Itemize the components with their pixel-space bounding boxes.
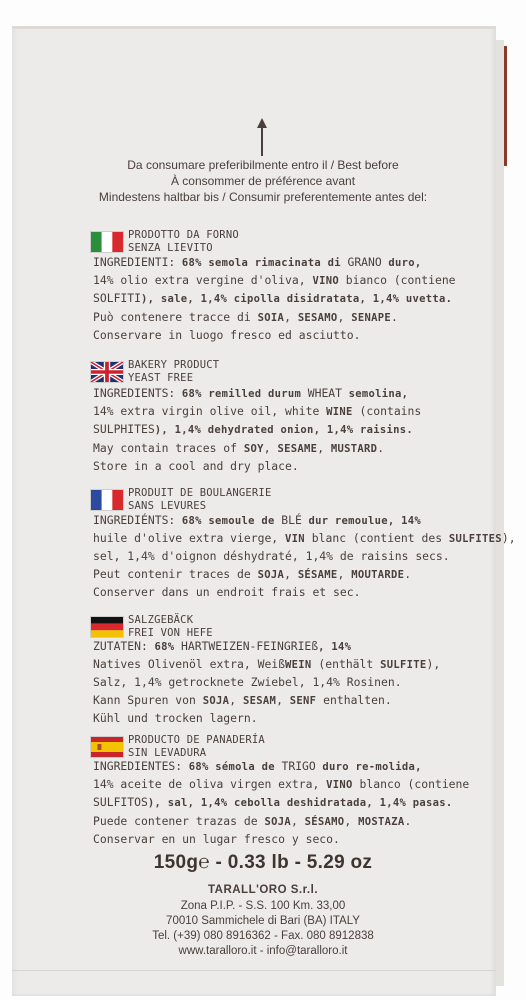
ingredients-text (93, 758, 513, 848)
text-segment: , (317, 440, 331, 455)
allergen-term: SOJA (264, 815, 291, 828)
allergen-term: SESAME (277, 442, 318, 455)
text-segment: Può contenere tracce di (93, 309, 258, 324)
company-web-line: www.taralloro.it - info@taralloro.it (178, 945, 348, 957)
text-line (93, 327, 513, 344)
allergen-term: ), 1,4% dehydrated onion, 1,4% raisins. (154, 424, 413, 437)
text-segment: sel, 1,4% d'oignon déshydraté, 1,4% de raisins secs. (93, 549, 450, 564)
text-line (93, 566, 513, 584)
allergen-term: VINO (326, 779, 353, 792)
text-segment: Kann Spuren von (93, 692, 203, 707)
text-segment: huile d'olive extra vierge, (93, 531, 286, 546)
text-line (93, 758, 513, 776)
text-segment: ), (501, 531, 516, 546)
text-line (93, 548, 513, 565)
company-address-line: 70010 Sammichele di Bari (BA) ITALY (166, 915, 360, 927)
allergen-term: MOSTAZA (358, 815, 405, 828)
text-line (93, 385, 513, 403)
text-segment: Salz, 1,4% getrocknete Zwiebel, 1,4% Rosinen. (93, 675, 402, 690)
allergen-term: dur remoulue, 14% (301, 515, 422, 527)
text-segment: , (276, 692, 290, 707)
text-segment: , (337, 566, 352, 581)
section-title: PRODUCTO DE PANADERÍA (128, 734, 265, 746)
allergen-term: SÉSAME (297, 568, 338, 581)
text-segment: BLÉ (281, 513, 302, 527)
text-line (93, 440, 513, 458)
text-line (93, 290, 513, 308)
text-segment: SULPHITES (93, 422, 155, 437)
text-line (93, 458, 513, 475)
company-phone-line: Tel. (+39) 080 8916362 - Fax. 080 8912838 (152, 930, 374, 942)
text-segment: INGREDIENTS: (93, 386, 176, 400)
allergen-term: SOY (243, 442, 264, 455)
allergen-term: SENAPE (351, 311, 391, 324)
allergen-term: duro, (381, 257, 422, 269)
text-line (93, 692, 513, 710)
section-subtitle: SANS LEVURES (128, 500, 207, 512)
text-segment: . (391, 309, 398, 324)
text-segment: . (404, 813, 412, 828)
text-line (93, 794, 513, 812)
text-line (93, 421, 513, 439)
text-segment: 14% olio extra vergine d'oliva, (93, 273, 313, 288)
best-before-line-1: Da consumare preferibilmente entro il / Best before (127, 158, 399, 172)
text-segment: Conservare in luogo fresco ed asciutto. (93, 327, 361, 342)
section-title: BAKERY PRODUCT (128, 359, 220, 371)
allergen-term: SOIA (257, 311, 285, 324)
text-segment: INGREDIENTI: (93, 255, 176, 269)
allergen-term: ), sale, 1,4% cipolla disidratata, 1,4% uvetta. (141, 293, 453, 306)
text-line (93, 530, 516, 548)
allergen-term: 68% (147, 641, 181, 653)
text-segment: Puede contener trazas de (93, 813, 265, 828)
text-segment: ), (426, 657, 441, 672)
text-line (93, 272, 513, 290)
text-segment: enthalten. (316, 692, 392, 707)
allergen-term: SOJA (257, 568, 285, 581)
allergen-term: 68% sémola de (182, 761, 282, 773)
uk-flag-icon (91, 362, 123, 382)
text-line (93, 710, 513, 727)
text-segment: SULFITOS (93, 795, 148, 810)
allergen-term: semolina, (342, 388, 409, 400)
text-line (93, 584, 513, 601)
text-segment: SOLFITI (93, 291, 142, 306)
allergen-term: SOJA (202, 694, 230, 707)
text-line (93, 638, 513, 656)
section-title: SALZGEBÄCK (128, 614, 194, 626)
allergen-term: ), sal, 1,4% cebolla deshidratada, 1,4% pasas. (147, 797, 453, 810)
text-segment: HARTWEIZEN-FEINGRIEß (180, 639, 319, 653)
text-segment: , (263, 440, 278, 455)
allergen-term: SESAM (242, 694, 277, 707)
text-line (93, 656, 513, 674)
section-subtitle: FREI VON HEFE (128, 627, 213, 639)
text-segment: 14% extra virgin olive oil, white (93, 404, 327, 419)
italy-flag-icon (91, 232, 123, 252)
text-segment: , (284, 566, 298, 581)
allergen-term: VIN (285, 533, 305, 546)
text-segment: May contain traces of (93, 440, 244, 455)
text-segment: Natives Olivenöl extra, Weiß (93, 657, 286, 672)
text-segment: (contains (352, 404, 422, 419)
text-line (93, 776, 513, 794)
text-segment: Conservar en un lugar fresco y seco. (93, 831, 340, 846)
allergen-term: , 14% (318, 641, 352, 653)
net-weight: 150g℮ - 0.33 lb - 5.29 oz (153, 852, 373, 873)
text-segment: TRIGO (281, 759, 316, 773)
up-arrow-icon (257, 118, 267, 156)
text-segment: ZUTATEN: (93, 639, 148, 653)
text-line (93, 813, 513, 831)
text-segment: bianco (contiene (338, 273, 456, 288)
allergen-term: SULFITES (448, 533, 502, 546)
text-segment: Peut contenir traces de (93, 566, 258, 581)
allergen-term: MOUTARDE (351, 568, 405, 581)
ingredients-text (93, 254, 513, 344)
text-segment: Kühl und trocken lagern. (93, 710, 258, 725)
best-before-line-3: Mindestens haltbar bis / Consumir preferentemente antes del: (98, 190, 428, 204)
text-segment: blanco (contiene (352, 777, 470, 792)
text-line (93, 674, 513, 691)
best-before-line-2: À consommer de préférence avant (170, 174, 356, 188)
section-subtitle: SIN LEVADURA (128, 747, 207, 759)
company-address-line: Zona P.I.P. - S.S. 100 Km. 33,00 (180, 900, 346, 912)
spain-flag-icon (91, 737, 123, 757)
text-segment: . (377, 440, 385, 455)
section-title: PRODOTTO DA FORNO (128, 229, 239, 241)
allergen-term: SESAMO (297, 311, 338, 324)
allergen-term: SÉSAMO (304, 815, 345, 828)
allergen-term: WINE (326, 406, 353, 419)
allergen-term: 68% remilled durum (175, 388, 308, 400)
allergen-term: MUSTARD (330, 442, 378, 455)
text-segment: , (344, 813, 359, 828)
allergen-term: 68% semoule de (175, 515, 282, 527)
allergen-term: duro re-molida, (315, 761, 422, 773)
section-title: PRODUIT DE BOULANGERIE (128, 487, 272, 499)
text-line (93, 831, 513, 848)
allergen-term: SULFITE (380, 659, 427, 672)
allergen-term: VINO (312, 275, 339, 288)
text-segment: WHEAT (307, 386, 343, 400)
ingredients-text (93, 512, 516, 601)
text-segment: , (290, 813, 305, 828)
text-line (93, 309, 513, 327)
text-segment: Store in a cool and dry place. (93, 458, 299, 473)
text-segment: INGREDIÉNTS: (93, 513, 176, 527)
text-segment: . (404, 566, 412, 581)
france-flag-icon (91, 490, 123, 510)
section-subtitle: SENZA LIEVITO (128, 242, 213, 254)
ingredients-text (93, 385, 513, 475)
text-segment: GRANO (347, 255, 382, 269)
text-line (93, 512, 513, 530)
germany-flag-icon (91, 617, 123, 637)
text-segment: , (337, 309, 352, 324)
ingredients-text (93, 638, 513, 727)
text-line (93, 403, 513, 421)
text-segment: Conserver dans un endroit frais et sec. (93, 584, 361, 599)
text-segment: 14% aceite de oliva virgen extra, (93, 777, 327, 792)
company-name: TARALL'ORO S.r.l. (207, 884, 319, 896)
text-segment: blanc (contient des (304, 531, 449, 546)
allergen-term: 68% semola rimacinata di (175, 257, 348, 269)
allergen-term: SENF (289, 694, 317, 707)
text-segment: , (229, 692, 243, 707)
allergen-term: WEIN (285, 659, 312, 672)
text-segment: INGREDIENTES: (93, 759, 183, 773)
section-subtitle: YEAST FREE (128, 372, 194, 384)
text-segment: (enthält (311, 657, 381, 672)
text-line (93, 254, 513, 272)
text-segment: , (284, 309, 298, 324)
